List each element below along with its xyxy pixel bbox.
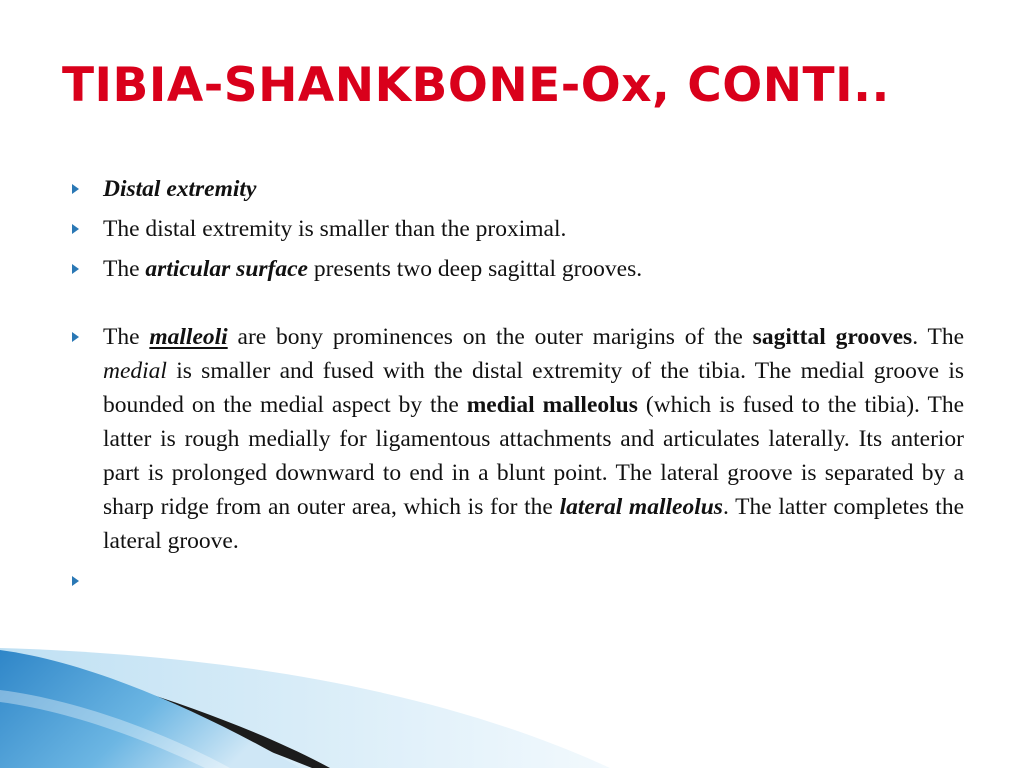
term-articular-surface: articular surface	[145, 256, 308, 282]
bullet-text: presents two deep sagittal grooves.	[307, 256, 643, 282]
term-lateral-malleolus: lateral malleolus	[559, 494, 723, 520]
paragraph-text: is smaller and fused with the distal extremity of the tibia. The medial groove is bounded on the medial aspect by the	[103, 358, 964, 418]
paragraph-text: . The latter completes the lateral groove.	[103, 494, 964, 554]
term-sagittal-grooves: sagittal grooves	[752, 324, 913, 350]
bullet-text: The	[103, 256, 146, 282]
slide-title: TIBIA-SHANKBONE-Ox, CONTI..	[62, 58, 890, 113]
paragraph-text: (which is fused to the tibia). The latter is rough medially for ligamentous attachments and articulates laterally. Its anterior part is prolonged downward to end in a blunt point. The lateral groove is separated by a sharp ridge from an outer area, which is for the	[103, 392, 964, 520]
bullet-text: The distal extremity is smaller than the proximal.	[103, 216, 567, 242]
paragraph-text: . The	[912, 324, 964, 350]
bullet-text: Distal extremity	[103, 176, 257, 202]
term-medial-malleolus: medial malleolus	[466, 392, 638, 418]
paragraph-text: The	[103, 324, 150, 350]
term-medial: medial	[103, 358, 167, 384]
paragraph-text: are bony prominences on the outer marigins of the	[227, 324, 753, 350]
term-malleoli: malleoli	[149, 324, 228, 350]
